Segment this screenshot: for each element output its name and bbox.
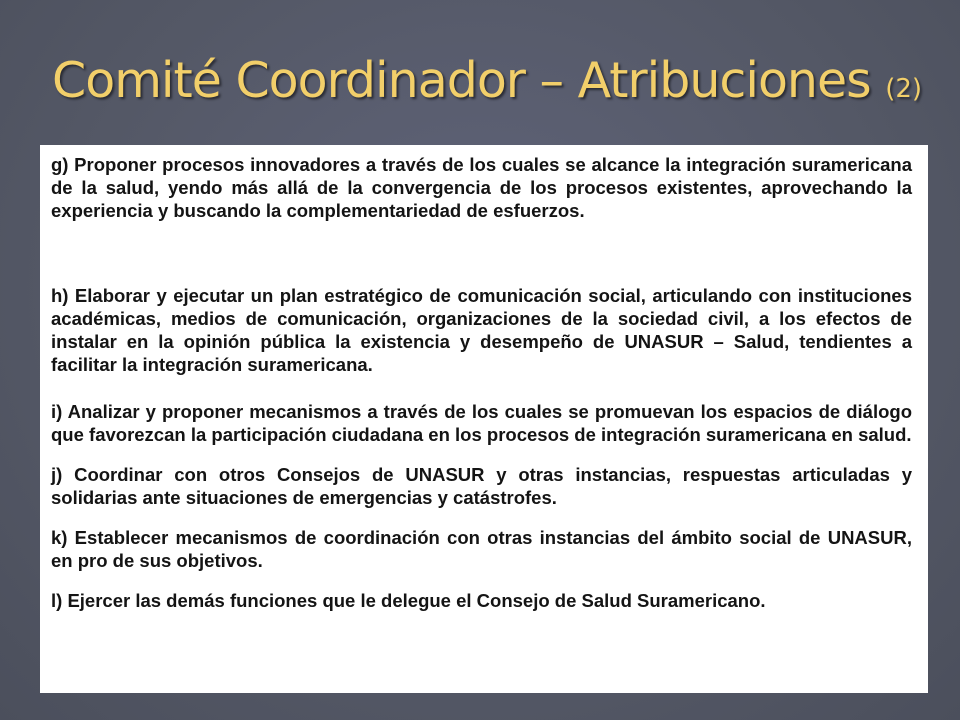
attribution-item-l: l) Ejercer las demás funciones que le delegue el Consejo de Salud Suramericano.	[51, 590, 766, 611]
slide-title-suffix: (2)	[885, 74, 923, 104]
attributions-panel	[40, 145, 928, 693]
attribution-item-h: h) Elaborar y ejecutar un plan estratégico de comunicación social, articulando con instituciones académicas, medios de comunicación, organizaciones de la sociedad civil, a los efectos de instalar en la opinión pública la existencia y desempeño de UNASUR – Salud, tendientes a facilitar la integración suramericana.	[51, 285, 912, 375]
attribution-item-j: j) Coordinar con otros Consejos de UNASUR y otras instancias, respuestas articuladas y solidarias ante situaciones de emergencias y catástrofes.	[51, 464, 912, 508]
attribution-item-k: k) Establecer mecanismos de coordinación con otras instancias del ámbito social de UNASUR, en pro de sus objetivos.	[51, 527, 912, 571]
slide-title	[52, 52, 922, 109]
attribution-item-g: g) Proponer procesos innovadores a través de los cuales se alcance la integración suramericana de la salud, yendo más allá de la convergencia de los procesos existentes, aprovechando la experiencia y buscando la complementariedad de esfuerzos.	[51, 154, 912, 221]
attribution-item-i: i) Analizar y proponer mecanismos a través de los cuales se promuevan los espacios de diálogo que favorezcan la participación ciudadana en los procesos de integración suramericana en salud.	[51, 401, 912, 445]
slide-title-main: Comité Coordinador – Atribuciones	[52, 52, 871, 109]
